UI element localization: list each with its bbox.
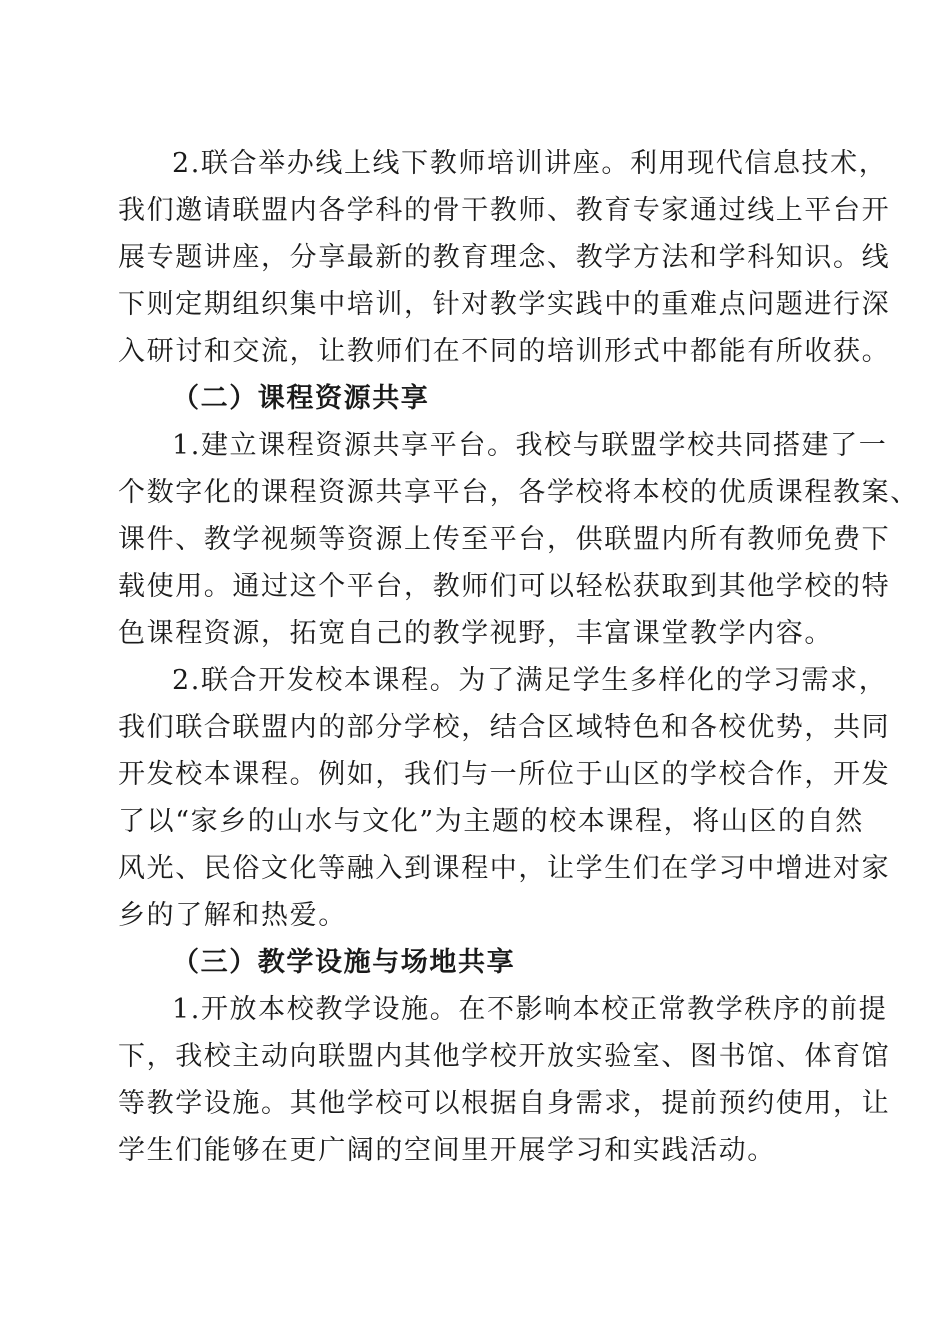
paragraph-2-1-line-4: 下则定期组织集中培训，针对教学实践中的重难点问题进行深 — [118, 289, 891, 320]
paragraph-2-1-line-2: 我们邀请联盟内各学科的骨干教师、教育专家通过线上平台开 — [118, 195, 891, 226]
document-body — [118, 140, 919, 1174]
paragraph-2-1-line-5: 入研讨和交流，让教师们在不同的培训形式中都能有所收获。 — [118, 336, 891, 367]
paragraph-course-2-line-2: 我们联合联盟内的部分学校，结合区域特色和各校优势，共同 — [118, 712, 891, 743]
section-heading-course-resources: （二）课程资源共享 — [172, 383, 430, 414]
paragraph-course-2-line-6: 乡的了解和热爱。 — [118, 900, 347, 931]
paragraph-course-1-line-2: 个数字化的课程资源共享平台，各学校将本校的优质课程教案、 — [118, 477, 919, 508]
paragraph-course-1-line-5: 色课程资源，拓宽自己的教学视野，丰富课堂教学内容。 — [118, 618, 833, 649]
paragraph-course-2-line-5: 风光、民俗文化等融入到课程中，让学生们在学习中增进对家 — [118, 853, 891, 884]
section-heading-facilities: （三）教学设施与场地共享 — [172, 947, 516, 978]
paragraph-course-2-line-4: 了以“家乡的山水与文化”为主题的校本课程，将山区的自然 — [118, 806, 864, 837]
paragraph-course-2-line-1: 2.联合开发校本课程。为了满足学生多样化的学习需求， — [172, 665, 888, 696]
paragraph-facilities-1-line-2: 下，我校主动向联盟内其他学校开放实验室、图书馆、体育馆 — [118, 1041, 891, 1072]
paragraph-2-1-line-1: 2.联合举办线上线下教师培训讲座。利用现代信息技术， — [172, 148, 888, 179]
paragraph-facilities-1-line-4: 学生们能够在更广阔的空间里开展学习和实践活动。 — [118, 1135, 776, 1166]
paragraph-course-1-line-1: 1.建立课程资源共享平台。我校与联盟学校共同搭建了一 — [172, 430, 888, 461]
paragraph-course-1-line-4: 载使用。通过这个平台，教师们可以轻松获取到其他学校的特 — [118, 571, 891, 602]
paragraph-course-2-line-3: 开发校本课程。例如，我们与一所位于山区的学校合作，开发 — [118, 759, 891, 790]
paragraph-facilities-1-line-3: 等教学设施。其他学校可以根据自身需求，提前预约使用，让 — [118, 1088, 891, 1119]
paragraph-2-1-line-3: 展专题讲座，分享最新的教育理念、教学方法和学科知识。线 — [118, 242, 891, 273]
paragraph-course-1-line-3: 课件、教学视频等资源上传至平台，供联盟内所有教师免费下 — [118, 524, 891, 555]
paragraph-facilities-1-line-1: 1.开放本校教学设施。在不影响本校正常教学秩序的前提 — [172, 994, 888, 1025]
